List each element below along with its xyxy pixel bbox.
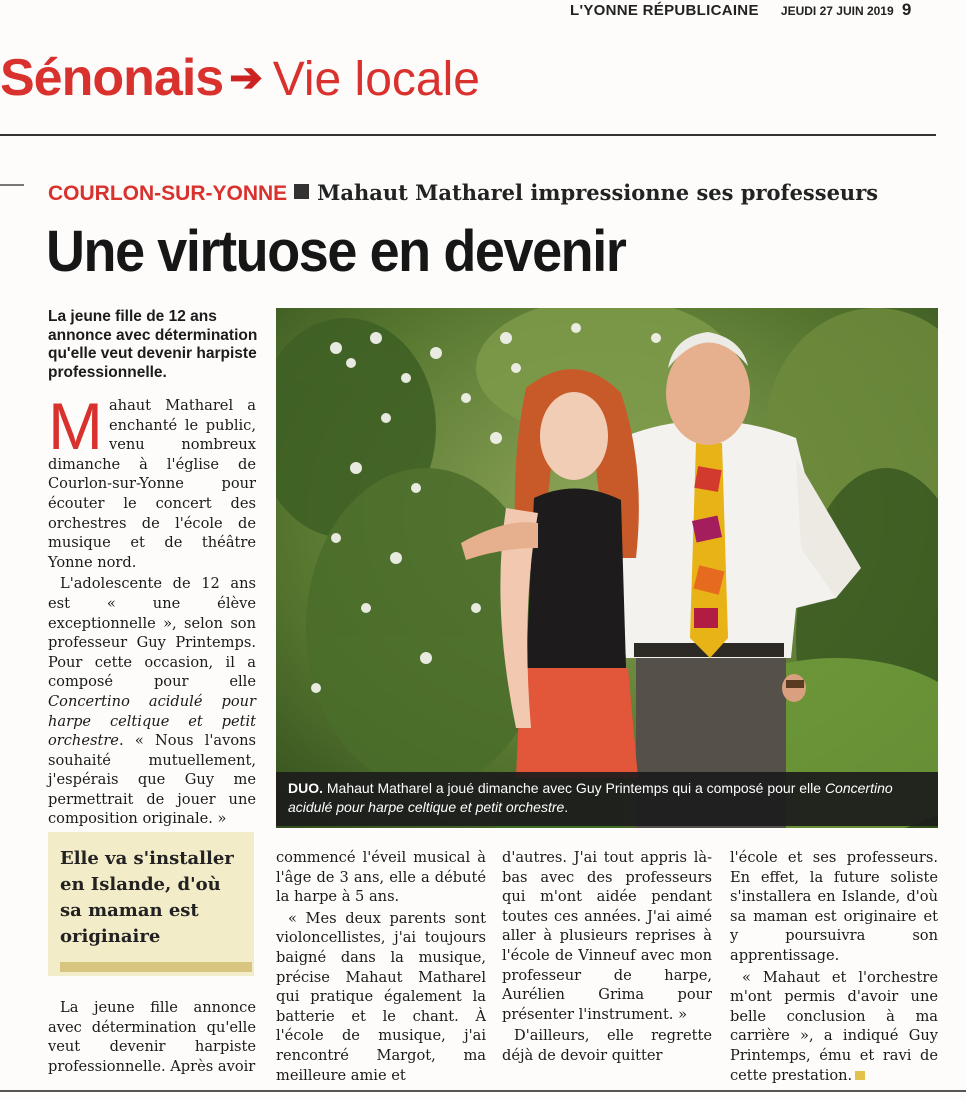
page-number: 9 <box>901 0 912 19</box>
article-intro <box>48 389 256 831</box>
body-column-1 <box>48 998 256 1078</box>
drop-cap: M <box>48 389 103 463</box>
caption-text: Mahaut Matharel a joué dimanche avec Guy Printemps qui a composé pour elle <box>323 780 825 796</box>
intro-paragraph-2-end: . « Nous l'avons souhaité mutuellement, j'espérais que Guy me permettrait de jouer une composition originale. » <box>48 732 256 828</box>
square-bullet-icon <box>294 184 309 199</box>
col-4-paragraph-2 <box>730 968 938 1086</box>
col-4-paragraph-1: l'école et ses professeurs. En effet, la future soliste s'installera en Islande, d'où sa maman est originaire et y poursuivra son apprentissage. <box>730 849 938 964</box>
intro-paragraph-2 <box>48 574 256 829</box>
col-2-paragraph-1: commencé l'éveil musical à l'âge de 3 ans, elle a débuté la harpe à 5 ans. <box>276 849 486 906</box>
subsection-name: Vie locale <box>272 53 480 106</box>
section-heading <box>0 48 480 118</box>
col-3-paragraph-1: d'autres. J'ai tout appris là-bas avec des professeurs qui m'ont aidée pendant toutes ces années. J'ai aimé aller à plusieurs reprises à l'école de Vinneuf avec mon professeur de harpe, Aurélien Grima pour présenter l'instrument. » <box>502 849 712 1023</box>
footer-divider <box>0 1090 966 1092</box>
intro-paragraph-1-text: ahaut Matharel a enchanté le public, venu nombreux dimanche à l'église de Courlon-sur-Yonne pour écouter le concert des orchestres de l'école de musique et de théâtre Yonne nord. <box>48 397 256 571</box>
composition-title: Concertino acidulé pour harpe celtique et petit orchestre <box>48 692 256 750</box>
caption-label: DUO. <box>288 780 323 796</box>
pull-quote: Elle va s'installer en Islande, d'où sa maman est originaire <box>48 832 254 976</box>
section-name: Sénonais <box>0 49 224 107</box>
header-divider <box>0 134 936 136</box>
newspaper-name: L'YONNE RÉPUBLICAINE <box>570 2 759 19</box>
section-arrow-icon: ➔ <box>229 56 263 100</box>
col-2-paragraph-2: « Mes deux parents sont violoncellistes, j'ai toujours baigné dans la musique, précise Mahaut Matharel qui pratique également la batterie et le chant. À l'école de musique, j'ai rencontré Margot, ma meilleure amie et <box>276 909 486 1084</box>
kicker-location: COURLON-SUR-YONNE <box>48 182 288 205</box>
caption-end: . <box>564 799 569 815</box>
left-edge-rule <box>0 184 24 186</box>
running-head <box>570 0 960 22</box>
end-of-article-icon <box>855 1071 865 1080</box>
intro-paragraph-2-text: L'adolescente de 12 ans est « une élève exceptionnelle », selon son professeur Guy Printemps. Pour cette occasion, il a composé pour elle <box>48 575 256 691</box>
col-1-paragraph: La jeune fille annonce avec détermination qu'elle veut devenir harpiste professionnelle. Après avoir <box>48 999 256 1075</box>
photo-illustration <box>276 308 938 828</box>
article-photo <box>276 308 938 828</box>
body-column-3 <box>502 848 712 1068</box>
article-kicker <box>48 180 878 214</box>
col-4-paragraph-2-text: « Mahaut et l'orchestre m'ont permis d'avoir une belle conclusion à ma carrière », a indiqué Guy Printemps, ému et ravi de cette prestation. <box>730 968 938 1084</box>
col-3-paragraph-2: D'ailleurs, elle regrette déjà de devoir quitter <box>502 1027 712 1064</box>
pull-quote-underline <box>60 962 252 972</box>
body-column-2 <box>276 848 486 1087</box>
body-column-4 <box>730 848 938 1087</box>
issue-date: JEUDI 27 JUIN 2019 <box>780 4 894 18</box>
photo-caption <box>276 772 938 826</box>
headline: Une virtuose en devenir <box>46 219 626 284</box>
intro-paragraph-1 <box>48 389 256 572</box>
caption-title: Concertino acidulé pour harpe celtique et petit orchestre <box>288 780 893 815</box>
article-lead: La jeune fille de 12 ans annonce avec détermination qu'elle veut devenir harpiste professionnelle. <box>48 308 258 381</box>
kicker-deck: Mahaut Matharel impressionne ses professeurs <box>317 180 879 205</box>
